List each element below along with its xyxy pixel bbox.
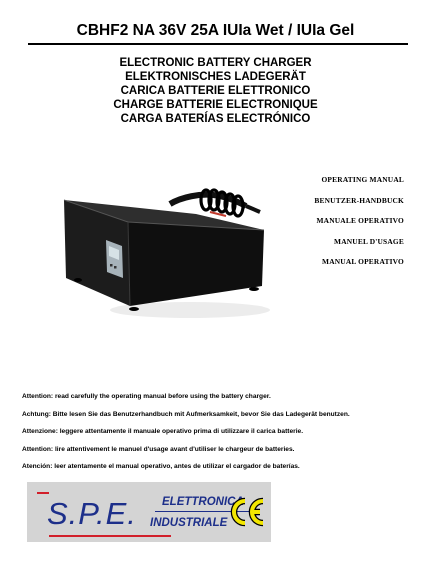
logo-red-accent — [37, 492, 49, 494]
logo-spe-text: S.P.E. — [47, 496, 137, 531]
subtitle-de: ELEKTRONISCHES LADEGERÄT — [125, 71, 306, 83]
manual-item-de: BENUTZER-HANDBUCK — [314, 195, 404, 205]
logo-red-underline — [49, 535, 171, 537]
ce-mark-icon — [229, 493, 267, 531]
manual-item-es: MANUAL OPERATIVO — [322, 257, 404, 267]
manual-language-list — [314, 170, 404, 273]
manual-item-en: OPERATING MANUAL — [321, 175, 404, 184]
logo-industriale-text: INDUSTRIALE — [150, 517, 228, 529]
subtitle-en: ELECTRONIC BATTERY CHARGER — [119, 57, 312, 69]
attention-fr: Attention: lire attentivement le manuel d'usage avant d'utiliser le chargeur de batteries. — [22, 445, 295, 453]
logo-elettronica-text: ELETTRONICA — [162, 496, 244, 508]
attention-it: Attenzione: leggere attentamente il manuale operativo prima di utilizzare il carica batterie. — [22, 428, 304, 436]
subtitle-it: CARICA BATTERIE ELETTRONICO — [120, 85, 311, 97]
subtitle-es: CARGA BATERÍAS ELECTRÓNICO — [120, 113, 311, 125]
attention-de: Achtung: Bitte lesen Sie das Benutzerhandbuch mit Aufmerksamkeit, bevor Sie das Ladegerät benutzen. — [22, 410, 350, 418]
page-title: CBHF2 NA 36V 25A IUIa Wet / IUIa Gel — [76, 22, 355, 39]
subtitle-fr: CHARGE BATTERIE ELECTRONIQUE — [113, 99, 318, 111]
attention-en: Attention: read carefully the operating manual before using the battery charger. — [22, 393, 271, 400]
manual-item-it: MANUALE OPERATIVO — [316, 216, 404, 226]
manual-item-fr: MANUEL D'USAGE — [334, 236, 404, 246]
title-rule — [28, 43, 408, 45]
attention-notice-block — [22, 388, 422, 476]
attention-es: Atención: leer atentamente el manual operativo, antes de utilizar el cargador de baterías. — [22, 463, 300, 471]
subtitle-block — [0, 56, 431, 126]
battery-charger-photo — [50, 178, 270, 338]
